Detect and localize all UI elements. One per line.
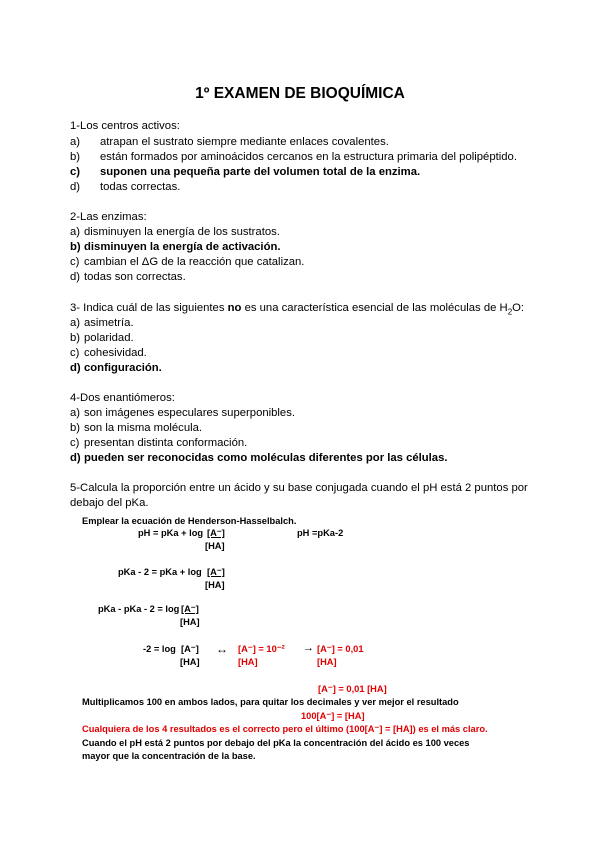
option-label: b) bbox=[70, 151, 81, 163]
option-text: disminuyen la energía de los sustratos. bbox=[84, 226, 280, 238]
option-text: presentan distinta conformación. bbox=[84, 437, 248, 449]
option-label: a) bbox=[70, 136, 81, 148]
option-text: asimetría. bbox=[84, 317, 134, 329]
option-label: a) bbox=[70, 226, 81, 238]
option-label: b) bbox=[70, 332, 81, 344]
q2-option-d bbox=[70, 271, 186, 283]
question-5-stem-line1: 5-Calcula la proporción entre un ácido y su base conjugada cuando el pH está 2 puntos por bbox=[70, 482, 528, 494]
eq3-numerator: [A⁻] bbox=[181, 604, 199, 614]
option-text: pueden ser reconocidas como moléculas diferentes por las células. bbox=[84, 452, 448, 464]
question-2-stem: 2-Las enzimas: bbox=[70, 211, 147, 223]
question-4-stem: 4-Dos enantiómeros: bbox=[70, 392, 175, 404]
option-text: están formados por aminoácidos cercanos en la estructura primaria del polipéptido. bbox=[100, 151, 517, 163]
option-label: d) bbox=[70, 362, 81, 374]
question-1-stem: 1-Los centros activos: bbox=[70, 120, 180, 132]
option-label: c) bbox=[70, 166, 81, 178]
equation-3: pKa - pKa - 2 = log bbox=[98, 604, 180, 614]
q4-option-d-correct bbox=[70, 452, 448, 464]
double-arrow-icon: ↔ bbox=[216, 642, 228, 656]
q2-option-a bbox=[70, 226, 280, 238]
eq4-denominator: [HA] bbox=[180, 657, 200, 667]
option-label: d) bbox=[70, 452, 81, 464]
option-label: a) bbox=[70, 407, 81, 419]
result-decimal-numerator: [A⁻] = 0,01 bbox=[317, 644, 364, 654]
conclusion-line1: Cuando el pH está 2 puntos por debajo del pKa la concentración del ácido es 100 veces bbox=[82, 738, 470, 748]
eq2-numerator: [A⁻] bbox=[207, 567, 225, 577]
page-title: 1º EXAMEN DE BIOQUÍMICA bbox=[195, 85, 405, 102]
result-power-numerator: [A⁻] = 10⁻² bbox=[238, 644, 285, 654]
option-label: b) bbox=[70, 422, 81, 434]
result-100: 100[A⁻] = [HA] bbox=[301, 711, 365, 721]
conclusion-line2: mayor que la concentración de la base. bbox=[82, 751, 256, 761]
result-decimal-denominator: [HA] bbox=[317, 657, 337, 667]
equation-2: pKa - 2 = pKa + log bbox=[118, 567, 202, 577]
q2-option-b-correct bbox=[70, 241, 281, 253]
option-label: d) bbox=[70, 271, 81, 283]
q4-option-c bbox=[70, 437, 247, 449]
option-label: d) bbox=[70, 181, 81, 193]
q1-option-c-correct bbox=[70, 166, 420, 178]
option-text: configuración. bbox=[84, 362, 162, 374]
option-label: b) bbox=[70, 241, 81, 253]
equation-4: -2 = log bbox=[143, 644, 176, 654]
eq1-numerator: [A⁻] bbox=[207, 528, 225, 538]
option-label: c) bbox=[70, 256, 80, 268]
option-text: todas correctas. bbox=[100, 181, 181, 193]
right-arrow-icon: → bbox=[303, 642, 314, 654]
option-text: atrapan el sustrato siempre mediante enlaces covalentes. bbox=[100, 136, 389, 148]
eq4-numerator: [A⁻] bbox=[181, 644, 199, 654]
q2-option-c bbox=[70, 256, 304, 268]
eq1-denominator: [HA] bbox=[205, 541, 225, 551]
stem-emphasis: no bbox=[227, 302, 242, 314]
option-text: suponen una pequeña parte del volumen total de la enzima. bbox=[100, 166, 421, 178]
q1-option-d bbox=[70, 181, 180, 193]
result-line: [A⁻] = 0,01 [HA] bbox=[318, 684, 387, 694]
q1-option-b bbox=[70, 151, 517, 163]
option-label: c) bbox=[70, 347, 80, 359]
result-power-denominator: [HA] bbox=[238, 657, 258, 667]
q3-option-a bbox=[70, 317, 134, 329]
equation-1-right: pH =pKa-2 bbox=[297, 528, 344, 538]
stem-text: 3- Indica cuál de las siguientes bbox=[70, 302, 225, 314]
stem-text: O: bbox=[512, 302, 525, 314]
note-red: Cualquiera de los 4 resultados es el correcto pero el último (100[A⁻] = [HA]) es el más claro. bbox=[82, 724, 488, 734]
q4-option-b bbox=[70, 422, 202, 434]
equation-1: pH = pKa + log bbox=[138, 528, 204, 538]
option-label: c) bbox=[70, 437, 80, 449]
q3-option-d-correct bbox=[70, 362, 162, 374]
eq3-denominator: [HA] bbox=[180, 617, 200, 627]
option-text: son imágenes especulares superponibles. bbox=[84, 407, 296, 419]
q3-option-b bbox=[70, 332, 134, 344]
question-3-stem bbox=[70, 302, 524, 316]
stem-text: es una característica esencial de las moléculas de H bbox=[244, 302, 508, 314]
eq2-denominator: [HA] bbox=[205, 580, 225, 590]
multiply-note: Multiplicamos 100 en ambos lados, para quitar los decimales y ver mejor el resultado bbox=[82, 697, 459, 707]
option-text: cambian el ΔG de la reacción que catalizan. bbox=[84, 256, 305, 268]
q1-option-a bbox=[70, 136, 389, 148]
solution-heading: Emplear la ecuación de Henderson-Hasselbalch. bbox=[82, 516, 297, 526]
option-text: son la misma molécula. bbox=[84, 422, 203, 434]
q4-option-a bbox=[70, 407, 295, 419]
option-text: disminuyen la energía de activación. bbox=[84, 241, 281, 253]
question-5-stem-line2: debajo del pKa. bbox=[70, 497, 149, 509]
q3-option-c bbox=[70, 347, 147, 359]
option-text: todas son correctas. bbox=[84, 271, 186, 283]
subscript: 2 bbox=[507, 307, 513, 317]
option-label: a) bbox=[70, 317, 81, 329]
option-text: polaridad. bbox=[84, 332, 134, 344]
option-text: cohesividad. bbox=[84, 347, 147, 359]
